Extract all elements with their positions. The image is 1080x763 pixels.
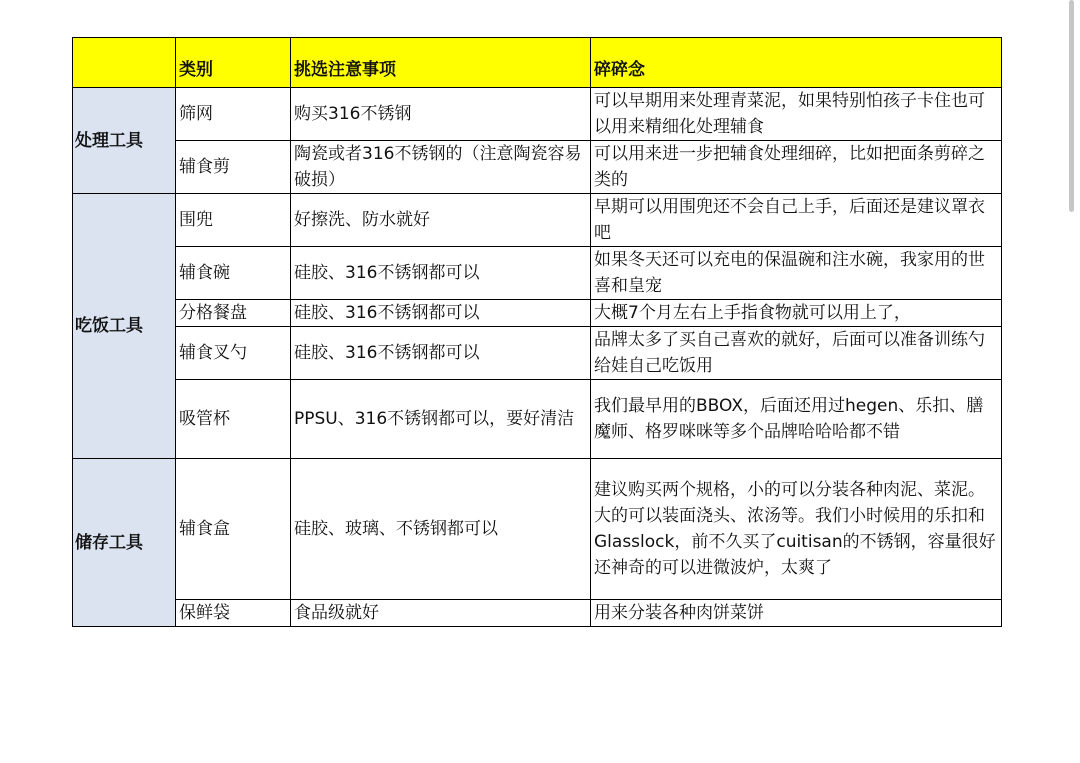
chat-cell[interactable] [591, 459, 1002, 600]
chat-cell[interactable]: 可以早期用来处理青菜泥，如果特别怕孩子卡住也可以用来精细化处理辅食 [591, 88, 1002, 141]
notes-cell[interactable]: 购买316不锈钢 [291, 88, 591, 141]
chat-cell[interactable]: 早期可以用围兜还不会自己上手，后面还是建议罩衣吧 [591, 194, 1002, 247]
table-row [73, 300, 1002, 327]
item-cell[interactable]: 吸管杯 [176, 380, 291, 459]
table-row [73, 600, 1002, 627]
chat-line: 建议购买两个规格，小的可以分装各种肉泥、菜泥。 [594, 480, 985, 500]
item-cell[interactable]: 保鲜袋 [176, 600, 291, 627]
corner-cell[interactable] [73, 38, 176, 88]
spreadsheet-table [72, 37, 1002, 627]
chat-cell[interactable]: 品牌太多了买自己喜欢的就好，后面可以准备训练勺给娃自己吃饭用 [591, 327, 1002, 380]
notes-cell[interactable]: PPSU、316不锈钢都可以，要好清洁 [291, 380, 591, 459]
chat-cell[interactable]: 用来分装各种肉饼菜饼 [591, 600, 1002, 627]
table-row [73, 141, 1002, 194]
notes-cell[interactable]: 食品级就好 [291, 600, 591, 627]
header-notes[interactable]: 挑选注意事项 [291, 38, 591, 88]
item-cell[interactable]: 围兜 [176, 194, 291, 247]
chat-line: 大的可以装面浇头、浓汤等。我们小时候用的乐扣和Glasslock，前不久买了cuitisan的不锈钢，容量很好还神奇的可以进微波炉，太爽了 [594, 506, 996, 578]
notes-cell[interactable]: 硅胶、玻璃、不锈钢都可以 [291, 459, 591, 600]
notes-cell[interactable]: 硅胶、316不锈钢都可以 [291, 327, 591, 380]
group-label-eating[interactable]: 吃饭工具 [73, 194, 176, 459]
chat-cell[interactable]: 如果冬天还可以充电的保温碗和注水碗，我家用的世喜和皇宠 [591, 247, 1002, 300]
chat-cell[interactable]: 我们最早用的BBOX，后面还用过hegen、乐扣、膳魔师、格罗咪咪等多个品牌哈哈哈都不错 [591, 380, 1002, 459]
item-cell[interactable]: 筛网 [176, 88, 291, 141]
table-row [73, 247, 1002, 300]
group-label-storage[interactable]: 储存工具 [73, 459, 176, 627]
notes-cell[interactable]: 硅胶、316不锈钢都可以 [291, 247, 591, 300]
header-category[interactable]: 类别 [176, 38, 291, 88]
notes-cell[interactable]: 好擦洗、防水就好 [291, 194, 591, 247]
header-chat[interactable]: 碎碎念 [591, 38, 1002, 88]
group-label-processing[interactable]: 处理工具 [73, 88, 176, 194]
table-row [73, 194, 1002, 247]
item-cell[interactable]: 辅食剪 [176, 141, 291, 194]
vertical-scrollbar[interactable] [1069, 0, 1074, 212]
chat-cell[interactable]: 大概7个月左右上手指食物就可以用上了， [591, 300, 1002, 327]
notes-cell[interactable]: 硅胶、316不锈钢都可以 [291, 300, 591, 327]
item-cell[interactable]: 辅食碗 [176, 247, 291, 300]
table-row [73, 88, 1002, 141]
chat-cell[interactable]: 可以用来进一步把辅食处理细碎，比如把面条剪碎之类的 [591, 141, 1002, 194]
table-row [73, 459, 1002, 600]
item-cell[interactable]: 辅食盒 [176, 459, 291, 600]
notes-cell[interactable]: 陶瓷或者316不锈钢的（注意陶瓷容易破损） [291, 141, 591, 194]
table-row [73, 327, 1002, 380]
item-cell[interactable]: 辅食叉勺 [176, 327, 291, 380]
table-row [73, 380, 1002, 459]
header-row [73, 38, 1002, 88]
item-cell[interactable]: 分格餐盘 [176, 300, 291, 327]
